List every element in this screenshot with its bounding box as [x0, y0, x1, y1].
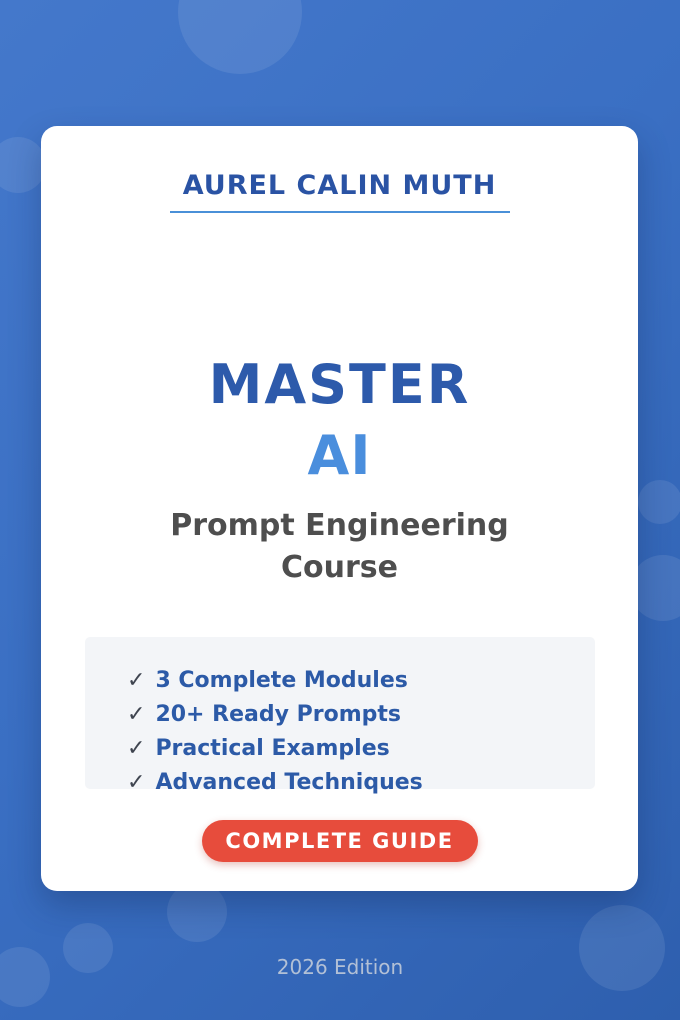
- course-subtitle-line1: Prompt Engineering: [170, 508, 509, 543]
- course-subtitle-line2: Course: [281, 550, 398, 585]
- features-box: [85, 637, 595, 795]
- check-icon: ✓: [127, 770, 146, 795]
- check-icon: ✓: [127, 736, 146, 761]
- feature-item: [127, 698, 595, 732]
- course-subtitle: [41, 505, 638, 589]
- author-underline: [170, 211, 510, 213]
- feature-item: [127, 664, 595, 698]
- feature-item: [127, 766, 595, 800]
- author-name: AUREL CALIN MUTH: [182, 170, 497, 201]
- title-master: MASTER: [208, 353, 471, 416]
- decorative-circle: [638, 480, 680, 524]
- feature-label: Advanced Techniques: [155, 770, 423, 795]
- decorative-circle: [178, 0, 302, 74]
- cover-card: [41, 126, 638, 891]
- decorative-circle: [167, 882, 227, 942]
- complete-guide-button[interactable]: COMPLETE GUIDE: [202, 820, 478, 862]
- feature-item: [127, 732, 595, 766]
- feature-label: 3 Complete Modules: [155, 668, 408, 693]
- feature-label: 20+ Ready Prompts: [155, 702, 401, 727]
- title-ai: AI: [307, 424, 372, 487]
- decorative-circle: [0, 137, 46, 193]
- edition-label: 2026 Edition: [276, 955, 404, 979]
- check-icon: ✓: [127, 668, 146, 693]
- feature-label: Practical Examples: [155, 736, 390, 761]
- check-icon: ✓: [127, 702, 146, 727]
